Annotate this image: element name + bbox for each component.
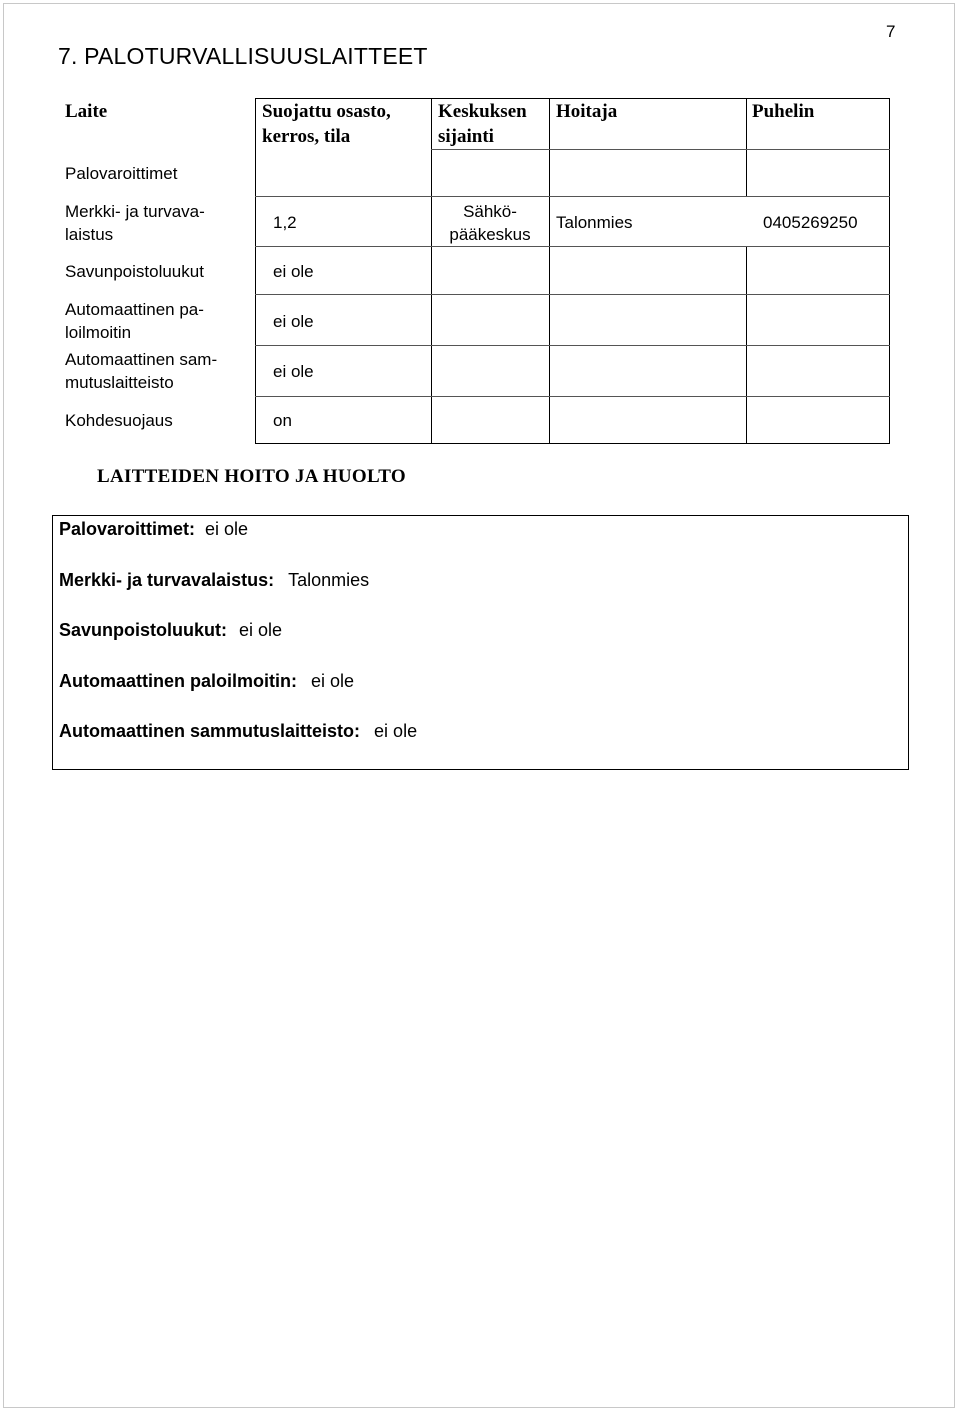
cell-protected-fire-alarm: ei ole <box>273 312 314 331</box>
maintenance-item-value: ei ole <box>239 620 283 640</box>
maintenance-item <box>59 570 369 591</box>
row-label-sprinkler <box>65 348 217 394</box>
maintenance-item-value: ei ole <box>311 671 355 691</box>
row-label-emergency-lighting <box>65 200 205 246</box>
header-phone: Puhelin <box>752 101 815 122</box>
table-grid-line <box>431 149 890 150</box>
row-label-line: mutuslaitteisto <box>65 373 174 392</box>
cell-center-emergency-lighting <box>438 200 542 246</box>
maintenance-item-label: Merkki- ja turvavalaistus: <box>59 570 275 590</box>
row-label-fire-alarm <box>65 298 204 344</box>
header-center-location <box>438 99 527 149</box>
page-number: 7 <box>886 22 896 41</box>
header-center-line: Keskuksen <box>438 101 527 122</box>
maintenance-item-value: Talonmies <box>288 570 370 590</box>
cell-protected-smoke-hatches: ei ole <box>273 262 314 281</box>
maintenance-item <box>59 519 248 540</box>
maintenance-item-label: Palovaroittimet: <box>59 519 196 539</box>
row-label-line: Merkki- ja turvava- <box>65 202 205 221</box>
cell-protected-local-protection: on <box>273 411 292 430</box>
cell-protected-sprinkler: ei ole <box>273 362 314 381</box>
section-title: 7. PALOTURVALLISUUSLAITTEET <box>58 43 428 69</box>
maintenance-item <box>59 671 354 692</box>
table-grid-line <box>255 396 890 397</box>
cell-center-line: pääkeskus <box>449 225 531 244</box>
maintenance-item-label: Automaattinen paloilmoitin: <box>59 671 297 691</box>
cell-center-line: Sähkö- <box>463 202 517 221</box>
cell-caretaker-emergency-lighting: Talonmies <box>556 213 633 232</box>
header-device: Laite <box>65 101 108 122</box>
header-center-line: sijainti <box>438 126 494 147</box>
maintenance-item-value: ei ole <box>205 519 249 539</box>
row-label-line: laistus <box>65 225 114 244</box>
row-label-local-protection: Kohdesuojaus <box>65 411 173 430</box>
row-label-line: Automaattinen sam- <box>65 350 218 369</box>
table-grid-line <box>255 345 890 346</box>
header-protected-area <box>262 99 391 149</box>
header-protected-line: Suojattu osasto, <box>262 101 391 122</box>
row-label-smoke-hatches: Savunpoistoluukut <box>65 262 204 281</box>
maintenance-box <box>52 515 909 770</box>
maintenance-title: LAITTEIDEN HOITO JA HUOLTO <box>97 466 406 487</box>
row-label-smoke-detectors: Palovaroittimet <box>65 164 178 183</box>
row-label-line: loilmoitin <box>65 323 132 342</box>
maintenance-item-label: Automaattinen sammutuslaitteisto: <box>59 721 361 741</box>
cell-phone-emergency-lighting: 0405269250 <box>763 213 858 232</box>
table-grid-line <box>255 443 890 444</box>
maintenance-item-value: ei ole <box>374 721 418 741</box>
maintenance-item <box>59 721 417 742</box>
table-grid-line <box>255 98 256 444</box>
maintenance-item <box>59 620 282 641</box>
header-protected-line: kerros, tila <box>262 126 351 147</box>
table-grid-line <box>746 98 747 196</box>
table-grid-line <box>255 246 890 247</box>
maintenance-item-label: Savunpoistoluukut: <box>59 620 227 640</box>
table-grid-line <box>255 196 890 197</box>
row-label-line: Automaattinen pa- <box>65 300 204 319</box>
table-grid-line <box>255 294 890 295</box>
cell-protected-emergency-lighting: 1,2 <box>273 213 297 232</box>
header-caretaker: Hoitaja <box>556 101 618 122</box>
